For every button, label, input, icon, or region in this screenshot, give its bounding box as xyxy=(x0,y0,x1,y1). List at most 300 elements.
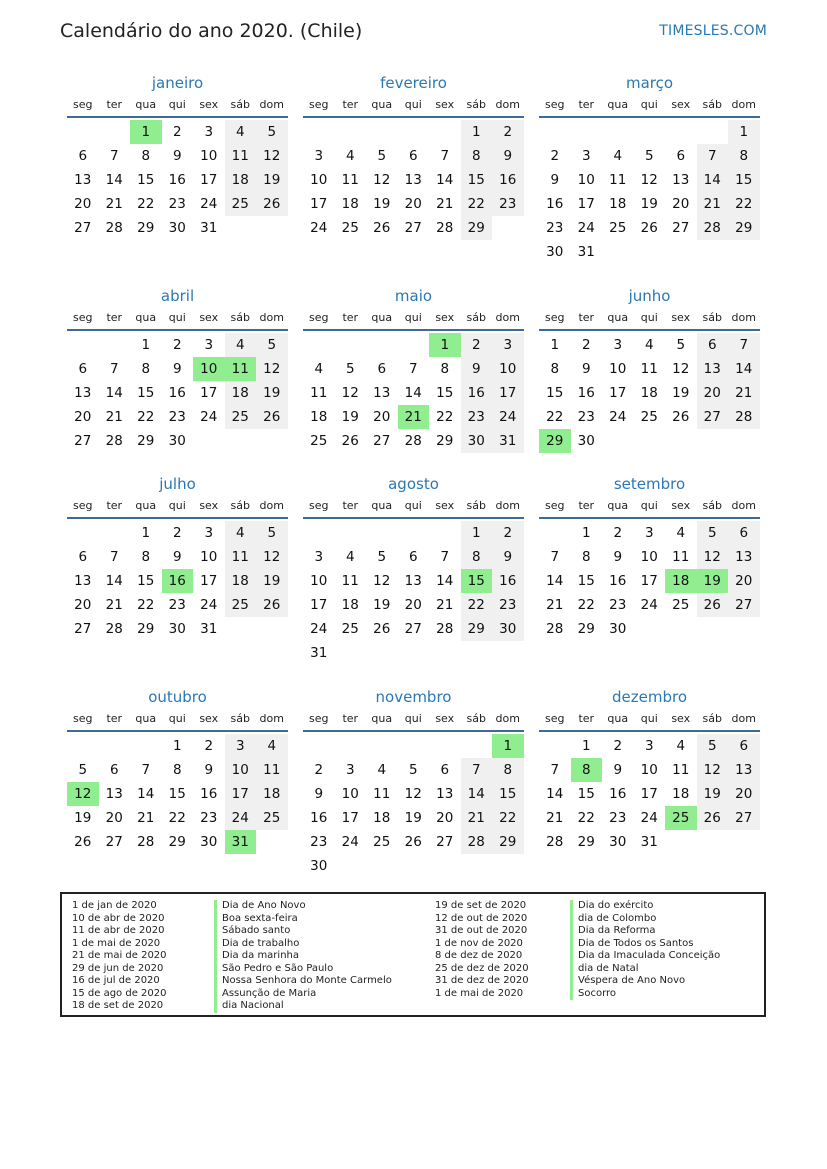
day-cell: 20 xyxy=(728,569,760,593)
day-cell: 27 xyxy=(404,621,422,637)
weekday-label: sex xyxy=(199,311,219,324)
day-cell: 5 xyxy=(697,521,729,545)
day-cell: 15 xyxy=(577,786,595,802)
day-cell: 1 xyxy=(141,525,151,541)
day-cell: 14 xyxy=(461,782,493,806)
holiday-date: 1 de jan de 2020 xyxy=(72,900,157,911)
day-cell: 26 xyxy=(74,834,92,850)
weekday-label: qua xyxy=(135,311,157,324)
day-cell: 11 xyxy=(225,144,257,168)
weekday-label: qua xyxy=(135,712,157,725)
empty-cell xyxy=(366,333,398,357)
holiday-day: 1 xyxy=(492,734,524,758)
weekday-label: qui xyxy=(404,712,422,725)
weekday-label: seg xyxy=(73,712,93,725)
weekday-label: sex xyxy=(199,98,219,111)
day-cell: 1 xyxy=(550,337,560,353)
holiday-name: Dia da Imaculada Conceição xyxy=(570,950,720,963)
day-cell: 13 xyxy=(672,172,690,188)
day-cell: 4 xyxy=(314,361,324,377)
day-cell: 10 xyxy=(225,758,257,782)
day-cell: 19 xyxy=(74,810,92,826)
days-grid xyxy=(539,734,760,854)
day-cell: 6 xyxy=(440,762,450,778)
month-name: novembro xyxy=(375,688,452,706)
day-cell: 20 xyxy=(74,196,92,212)
day-cell: 22 xyxy=(461,192,493,216)
weekday-label: seg xyxy=(309,499,329,512)
day-cell: 7 xyxy=(141,762,151,778)
holiday-date: 15 de ago de 2020 xyxy=(72,987,167,999)
day-cell: 1 xyxy=(581,525,591,541)
holiday-day: 1 xyxy=(130,120,162,144)
day-cell: 28 xyxy=(461,830,493,854)
day-cell: 10 xyxy=(640,762,658,778)
day-cell: 15 xyxy=(137,573,155,589)
holiday-names-column-1 xyxy=(214,900,392,1013)
day-cell: 17 xyxy=(640,786,658,802)
weekday-label: qui xyxy=(640,98,658,111)
day-cell: 12 xyxy=(373,172,391,188)
day-cell: 22 xyxy=(577,597,595,613)
day-cell: 16 xyxy=(577,385,595,401)
day-cell: 5 xyxy=(256,120,288,144)
day-cell: 16 xyxy=(492,569,524,593)
day-cell: 11 xyxy=(341,172,359,188)
day-cell: 28 xyxy=(697,216,729,240)
month-name: janeiro xyxy=(151,74,204,92)
holiday-day: 16 xyxy=(162,569,194,593)
day-cell: 24 xyxy=(577,220,595,236)
day-cell: 14 xyxy=(436,172,454,188)
day-cell: 12 xyxy=(256,357,288,381)
day-cell: 24 xyxy=(200,409,218,425)
day-cell: 12 xyxy=(640,172,658,188)
day-cell: 23 xyxy=(492,192,524,216)
day-cell: 18 xyxy=(225,168,257,192)
day-cell: 4 xyxy=(644,337,654,353)
day-cell: 6 xyxy=(408,549,418,565)
month-maio xyxy=(303,285,524,453)
day-cell: 1 xyxy=(172,738,182,754)
holiday-day: 15 xyxy=(461,569,493,593)
empty-cell xyxy=(398,734,430,758)
day-cell: 8 xyxy=(440,361,450,377)
empty-cell xyxy=(303,120,335,144)
day-cell: 27 xyxy=(728,593,760,617)
holiday-name: Nossa Senhora do Monte Carmelo xyxy=(214,975,392,988)
days-grid xyxy=(539,120,760,264)
day-cell: 26 xyxy=(373,621,391,637)
day-cell: 16 xyxy=(461,381,493,405)
weekday-label: dom xyxy=(259,712,284,725)
day-cell: 26 xyxy=(672,409,690,425)
month-setembro xyxy=(539,473,760,641)
weekday-label: sáb xyxy=(702,499,722,512)
day-cell: 10 xyxy=(577,172,595,188)
day-cell: 13 xyxy=(436,786,454,802)
weekday-label: qui xyxy=(404,98,422,111)
weekday-label: ter xyxy=(578,311,595,324)
days-grid xyxy=(539,521,760,641)
day-cell: 8 xyxy=(461,545,493,569)
day-cell: 4 xyxy=(225,521,257,545)
weekday-header xyxy=(539,495,760,519)
day-cell: 14 xyxy=(546,573,564,589)
day-cell: 6 xyxy=(697,333,729,357)
day-cell: 5 xyxy=(256,521,288,545)
day-cell: 24 xyxy=(609,409,627,425)
weekday-header xyxy=(539,307,760,331)
weekday-label: qua xyxy=(607,712,629,725)
day-cell: 28 xyxy=(728,405,760,429)
day-cell: 29 xyxy=(728,216,760,240)
day-cell: 18 xyxy=(672,786,690,802)
days-grid xyxy=(303,333,524,453)
weekday-label: qui xyxy=(168,311,186,324)
weekday-label: dom xyxy=(495,311,520,324)
holiday-name: dia de Natal xyxy=(570,963,720,976)
empty-cell xyxy=(429,521,461,545)
day-cell: 31 xyxy=(492,429,524,453)
day-cell: 15 xyxy=(168,786,186,802)
day-cell: 9 xyxy=(613,549,623,565)
month-outubro xyxy=(67,686,288,854)
day-cell: 30 xyxy=(492,617,524,641)
day-cell: 10 xyxy=(640,549,658,565)
weekday-label: sex xyxy=(435,98,455,111)
day-cell: 22 xyxy=(577,810,595,826)
day-cell: 23 xyxy=(168,196,186,212)
day-cell: 28 xyxy=(436,220,454,236)
day-cell: 30 xyxy=(168,220,186,236)
holiday-day: 18 xyxy=(665,569,697,593)
holiday-name: dia Nacional xyxy=(214,1000,392,1013)
days-grid xyxy=(67,734,288,854)
day-cell: 9 xyxy=(172,549,182,565)
day-cell: 24 xyxy=(310,220,328,236)
day-cell: 20 xyxy=(404,597,422,613)
holiday-name: Socorro xyxy=(570,988,720,1001)
holiday-name: Dia do exército xyxy=(570,900,720,913)
weekday-label: sex xyxy=(435,311,455,324)
day-cell: 27 xyxy=(404,220,422,236)
day-cell: 27 xyxy=(672,220,690,236)
day-cell: 2 xyxy=(550,148,560,164)
day-cell: 23 xyxy=(492,593,524,617)
weekday-label: seg xyxy=(73,311,93,324)
month-name: dezembro xyxy=(612,688,687,706)
empty-cell xyxy=(99,521,131,545)
day-cell: 5 xyxy=(644,148,654,164)
month-janeiro xyxy=(67,72,288,240)
day-cell: 25 xyxy=(341,220,359,236)
weekday-label: qua xyxy=(371,98,393,111)
weekday-label: sáb xyxy=(702,712,722,725)
day-cell: 11 xyxy=(310,385,328,401)
day-cell: 20 xyxy=(74,409,92,425)
day-cell: 16 xyxy=(168,172,186,188)
day-cell: 11 xyxy=(640,361,658,377)
day-cell: 18 xyxy=(373,810,391,826)
day-cell: 30 xyxy=(609,621,627,637)
day-cell: 15 xyxy=(492,782,524,806)
day-cell: 29 xyxy=(492,830,524,854)
day-cell: 7 xyxy=(408,361,418,377)
day-cell: 18 xyxy=(310,409,328,425)
weekday-label: qua xyxy=(135,499,157,512)
day-cell: 24 xyxy=(200,196,218,212)
day-cell: 25 xyxy=(640,409,658,425)
day-cell: 9 xyxy=(204,762,214,778)
empty-cell xyxy=(634,120,666,144)
day-cell: 26 xyxy=(640,220,658,236)
day-cell: 31 xyxy=(640,834,658,850)
day-cell: 14 xyxy=(436,573,454,589)
days-grid xyxy=(67,333,288,453)
day-cell: 20 xyxy=(373,409,391,425)
day-cell: 17 xyxy=(310,597,328,613)
holiday-day: 21 xyxy=(398,405,430,429)
day-cell: 6 xyxy=(676,148,686,164)
day-cell: 10 xyxy=(200,148,218,164)
weekday-label: qui xyxy=(640,499,658,512)
empty-cell xyxy=(335,734,367,758)
day-cell: 9 xyxy=(581,361,591,377)
day-cell: 4 xyxy=(225,120,257,144)
day-cell: 2 xyxy=(172,337,182,353)
holiday-name: dia de Colombo xyxy=(570,913,720,926)
weekday-label: qui xyxy=(168,712,186,725)
holiday-day: 11 xyxy=(225,357,257,381)
day-cell: 21 xyxy=(697,192,729,216)
day-cell: 12 xyxy=(256,545,288,569)
day-cell: 26 xyxy=(256,405,288,429)
day-cell: 27 xyxy=(728,806,760,830)
empty-cell xyxy=(130,734,162,758)
day-cell: 3 xyxy=(581,148,591,164)
day-cell: 2 xyxy=(613,525,623,541)
day-cell: 31 xyxy=(577,244,595,260)
holiday-name: Assunção de Maria xyxy=(214,988,392,1001)
days-grid xyxy=(303,521,524,665)
day-cell: 17 xyxy=(200,385,218,401)
day-cell: 29 xyxy=(137,220,155,236)
day-cell: 30 xyxy=(609,834,627,850)
day-cell: 28 xyxy=(546,834,564,850)
holiday-name: Boa sexta-feira xyxy=(214,913,392,926)
weekday-label: dom xyxy=(731,712,756,725)
day-cell: 22 xyxy=(546,409,564,425)
day-cell: 2 xyxy=(172,525,182,541)
day-cell: 11 xyxy=(672,762,690,778)
empty-cell xyxy=(335,333,367,357)
day-cell: 29 xyxy=(436,433,454,449)
day-cell: 15 xyxy=(137,385,155,401)
day-cell: 19 xyxy=(256,381,288,405)
day-cell: 15 xyxy=(436,385,454,401)
holiday-day: 19 xyxy=(697,569,729,593)
weekday-header xyxy=(303,495,524,519)
day-cell: 19 xyxy=(341,409,359,425)
month-agosto xyxy=(303,473,524,665)
holiday-day: 8 xyxy=(571,758,603,782)
day-cell: 4 xyxy=(256,734,288,758)
weekday-label: ter xyxy=(578,98,595,111)
day-cell: 19 xyxy=(373,597,391,613)
empty-cell xyxy=(99,333,131,357)
day-cell: 22 xyxy=(137,196,155,212)
day-cell: 27 xyxy=(105,834,123,850)
day-cell: 14 xyxy=(404,385,422,401)
day-cell: 20 xyxy=(105,810,123,826)
day-cell: 31 xyxy=(200,220,218,236)
day-cell: 3 xyxy=(644,738,654,754)
holiday-names-column-2 xyxy=(570,900,720,1000)
weekday-label: sex xyxy=(199,499,219,512)
day-cell: 9 xyxy=(172,361,182,377)
month-junho xyxy=(539,285,760,453)
day-cell: 22 xyxy=(436,409,454,425)
weekday-label: qui xyxy=(168,98,186,111)
day-cell: 28 xyxy=(137,834,155,850)
weekday-header xyxy=(67,708,288,732)
day-cell: 26 xyxy=(256,593,288,617)
day-cell: 11 xyxy=(225,545,257,569)
days-grid xyxy=(67,120,288,240)
month-name: maio xyxy=(394,287,433,305)
day-cell: 3 xyxy=(314,549,324,565)
weekday-label: dom xyxy=(495,98,520,111)
day-cell: 15 xyxy=(137,172,155,188)
day-cell: 18 xyxy=(341,597,359,613)
day-cell: 5 xyxy=(256,333,288,357)
day-cell: 23 xyxy=(546,220,564,236)
day-cell: 9 xyxy=(550,172,560,188)
holiday-name: Dia de Ano Novo xyxy=(214,900,392,913)
day-cell: 12 xyxy=(697,545,729,569)
weekday-label: ter xyxy=(578,712,595,725)
day-cell: 9 xyxy=(172,148,182,164)
day-cell: 19 xyxy=(404,810,422,826)
empty-cell xyxy=(398,120,430,144)
day-cell: 30 xyxy=(200,834,218,850)
day-cell: 23 xyxy=(310,834,328,850)
holiday-date: 31 de dez de 2020 xyxy=(435,975,529,986)
day-cell: 4 xyxy=(225,333,257,357)
day-cell: 19 xyxy=(697,782,729,806)
weekday-label: qua xyxy=(371,311,393,324)
day-cell: 26 xyxy=(697,806,729,830)
day-cell: 27 xyxy=(436,834,454,850)
day-cell: 7 xyxy=(440,148,450,164)
day-cell: 5 xyxy=(377,148,387,164)
weekday-label: seg xyxy=(545,499,565,512)
weekday-header xyxy=(303,94,524,118)
empty-cell xyxy=(539,734,571,758)
weekday-label: sáb xyxy=(230,712,250,725)
site-link[interactable]: TIMESLES.COM xyxy=(659,23,767,39)
weekday-label: sáb xyxy=(230,98,250,111)
day-cell: 8 xyxy=(492,758,524,782)
day-cell: 10 xyxy=(341,786,359,802)
empty-cell xyxy=(539,521,571,545)
month-name: março xyxy=(625,74,674,92)
holiday-day: 29 xyxy=(539,429,571,453)
empty-cell xyxy=(303,333,335,357)
day-cell: 7 xyxy=(550,762,560,778)
day-cell: 29 xyxy=(577,834,595,850)
weekday-label: qua xyxy=(607,98,629,111)
day-cell: 11 xyxy=(609,172,627,188)
day-cell: 10 xyxy=(492,357,524,381)
weekday-label: sáb xyxy=(466,311,486,324)
day-cell: 21 xyxy=(546,810,564,826)
day-cell: 30 xyxy=(168,621,186,637)
day-cell: 14 xyxy=(105,573,123,589)
day-cell: 8 xyxy=(728,144,760,168)
month-name: outubro xyxy=(148,688,207,706)
day-cell: 21 xyxy=(546,597,564,613)
empty-cell xyxy=(67,333,99,357)
month-abril xyxy=(67,285,288,453)
weekday-header xyxy=(303,307,524,331)
day-cell: 25 xyxy=(341,621,359,637)
day-cell: 13 xyxy=(728,545,760,569)
weekday-label: seg xyxy=(309,98,329,111)
day-cell: 13 xyxy=(105,786,123,802)
day-cell: 17 xyxy=(640,573,658,589)
day-cell: 31 xyxy=(200,621,218,637)
holiday-day: 10 xyxy=(193,357,225,381)
day-cell: 13 xyxy=(74,172,92,188)
day-cell: 14 xyxy=(728,357,760,381)
month-name: abril xyxy=(160,287,195,305)
day-cell: 11 xyxy=(672,549,690,565)
day-cell: 3 xyxy=(204,124,214,140)
day-cell: 13 xyxy=(404,573,422,589)
empty-cell xyxy=(366,521,398,545)
weekday-label: ter xyxy=(342,712,359,725)
day-cell: 16 xyxy=(310,810,328,826)
day-cell: 6 xyxy=(728,734,760,758)
empty-cell xyxy=(697,120,729,144)
month-dezembro xyxy=(539,686,760,854)
day-cell: 6 xyxy=(408,148,418,164)
day-cell: 14 xyxy=(137,786,155,802)
empty-cell xyxy=(429,734,461,758)
day-cell: 1 xyxy=(728,120,760,144)
day-cell: 7 xyxy=(461,758,493,782)
holiday-name: Dia da Reforma xyxy=(570,925,720,938)
weekday-label: sáb xyxy=(230,499,250,512)
holiday-date: 16 de jul de 2020 xyxy=(72,975,160,986)
weekday-label: sáb xyxy=(702,98,722,111)
empty-cell xyxy=(67,734,99,758)
day-cell: 14 xyxy=(697,168,729,192)
day-cell: 14 xyxy=(546,786,564,802)
day-cell: 13 xyxy=(728,758,760,782)
weekday-label: sáb xyxy=(466,98,486,111)
month-name: setembro xyxy=(613,475,686,493)
day-cell: 18 xyxy=(256,782,288,806)
day-cell: 15 xyxy=(546,385,564,401)
day-cell: 16 xyxy=(609,573,627,589)
day-cell: 22 xyxy=(137,409,155,425)
day-cell: 15 xyxy=(461,168,493,192)
day-cell: 2 xyxy=(581,337,591,353)
weekday-label: sex xyxy=(671,499,691,512)
